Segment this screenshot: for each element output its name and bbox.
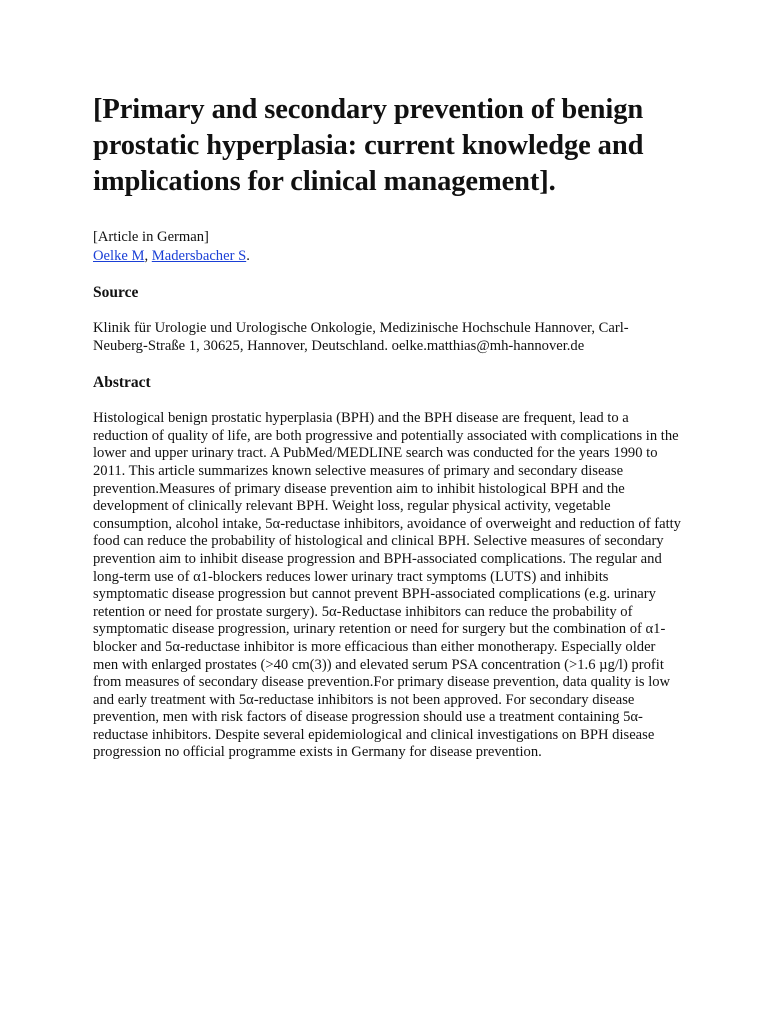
abstract-heading: Abstract bbox=[93, 374, 151, 392]
abstract-text: Histological benign prostatic hyperplasia (BPH) and the BPH disease are frequent, lead to a reduction of quality of life, are both progressive and potentially associated with complications in the lower and upper urinary tract. A PubMed/MEDLINE search was conducted for the years 1990 to 2011. This article summarizes known selective measures of primary and secondary disease prevention.Measures of primary disease prevention aim to inhibit histological BPH and the development of clinically relevant BPH. Weight loss, regular physical activity, vegetable consumption, alcohol intake, 5α-reductase inhibitors, avoidance of overweight and reduction of fatty food can reduce the probability of histological and clinical BPH. Selective measures of secondary prevention aim to inhibit disease progression and BPH-associated complications. The regular and long-term use of α1-blockers reduces lower urinary tract symptoms (LUTS) and inhibits symptomatic disease progression but cannot prevent BPH-associated complications (e.g. urinary retention or need for prostate surgery). 5α-Reductase inhibitors can reduce the probability of symptomatic disease progression, urinary retention or need for surgery but the combination of α1-blocker and 5α-reductase inhibitor is more efficacious than either monotherapy. Especially older men with enlarged prostates (>40 cm(3)) and elevated serum PSA concentration (>1.6 µg/l) profit from measures of secondary disease prevention.For primary disease prevention, data quality is low and early treatment with 5α-reductase inhibitors is not been approved. For secondary disease prevention, men with risk factors of disease progression should use a treatment containing 5α-reductase inhibitors. Despite several epidemiological and clinical investigations on BPH disease progression no official programme exists in Germany for disease prevention. bbox=[93, 410, 681, 761]
article-page bbox=[93, 92, 683, 762]
source-heading: Source bbox=[93, 284, 139, 301]
author-link-oelke[interactable]: Oelke M bbox=[93, 247, 145, 264]
language-note: [Article in German] bbox=[93, 229, 209, 245]
author-list bbox=[93, 247, 683, 266]
author-link-madersbacher[interactable]: Madersbacher S bbox=[151, 247, 247, 264]
article-title: [Primary and secondary prevention of benign prostatic hyperplasia: current knowledge and implications for clinical management]. bbox=[93, 94, 644, 197]
author-terminator: . bbox=[246, 247, 250, 264]
source-affiliation: Klinik für Urologie und Urologische Onkologie, Medizinische Hochschule Hannover, Carl-Neuberg-Straße 1, 30625, Hannover, Deutschland. oelke.matthias@mh-hannover.de bbox=[93, 320, 629, 354]
author-separator: , bbox=[144, 247, 152, 264]
